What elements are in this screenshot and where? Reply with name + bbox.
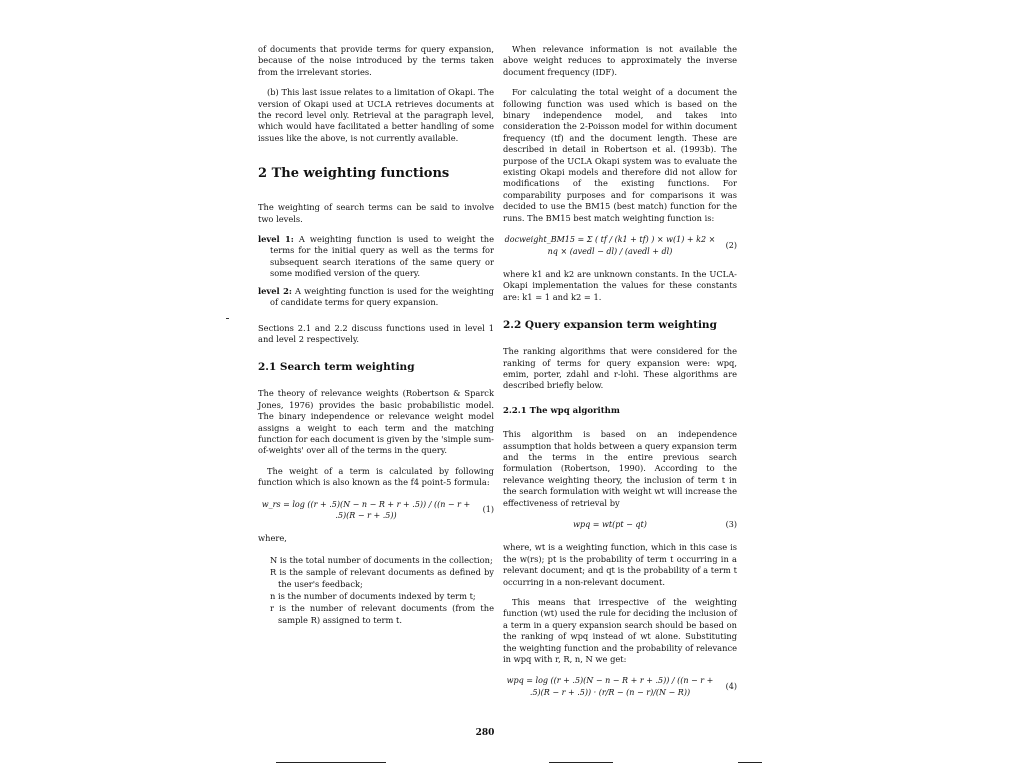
subsection-heading: 2.2 Query expansion term weighting	[503, 319, 717, 332]
footer-rule-left	[276, 762, 386, 763]
equation-1-body: w_rs = log ((r + .5)(N − n − R + r + .5)) / ((n − r + .5)(R − r + .5))	[261, 499, 471, 520]
equation-2	[503, 234, 737, 257]
definition-item: r is the number of relevant documents (from the sample R) assigned to term t.	[270, 603, 494, 625]
footer-rule-middle	[549, 762, 613, 763]
definition-item: N is the total number of documents in the collection;	[270, 554, 493, 565]
level-2-item	[258, 286, 494, 309]
paragraph: where,	[258, 533, 287, 544]
definition-item: n is the number of documents indexed by term t;	[270, 591, 476, 601]
subsubsection-heading: 2.2.1 The wpq algorithm	[503, 405, 620, 416]
equation-2-body: docweight_BM15 = Σ ( tf / (k1 + tf) ) × w(1) + k2 × nq × (avedl − dl) / (avedl + dl)	[504, 235, 716, 256]
equation-3	[503, 519, 737, 530]
subsection-heading: 2.1 Search term weighting	[258, 361, 415, 374]
definition-list	[270, 555, 494, 626]
left-column	[258, 44, 494, 634]
right-column	[503, 44, 737, 710]
paragraph: of documents that provide terms for query expansion, because of the noise introduced by the terms taken from the irrelevant stories.	[258, 44, 494, 77]
paragraph: where k1 and k2 are unknown constants. In the UCLA-Okapi implementation the values for these constants are: k1 = 1 and k2 = 1.	[503, 268, 737, 302]
paragraph: The ranking algorithms that were considered for the ranking of terms for query expansion were: wpq, emim, porter, zdahl and r-lohi. These algorithms are described briefly below.	[503, 346, 737, 391]
equation-3-number: (3)	[725, 520, 737, 529]
section-heading: 2 The weighting functions	[258, 166, 450, 182]
equation-3-body: wpq = wt(pt − qt)	[573, 520, 647, 529]
level-1-label: level 1:	[258, 234, 294, 245]
equation-4	[503, 675, 737, 698]
page-number: 280	[475, 728, 495, 738]
stray-mark	[226, 318, 229, 319]
footer-rule-right	[738, 762, 762, 763]
definition-item: R is the sample of relevant documents as defined by the user's feedback;	[270, 567, 494, 589]
equation-4-body: wpq = log ((r + .5)(N − n − R + r + .5)) / ((n − r + .5)(R − r + .5)) · (r/R − (n − r)/(N − R))	[506, 676, 714, 697]
paragraph: Sections 2.1 and 2.2 discuss functions used in level 1 and level 2 respectively.	[258, 322, 494, 344]
level-1-text: A weighting function is used to weight the terms for the initial query as well as the terms for subsequent search iterations of the same query or some modified version of the query.	[270, 234, 494, 279]
paragraph: where, wt is a weighting function, which in this case is the w(rs); pt is the probability of term t occurring in a relevant document; and qt is the probability of a term t occurring in a non-relevant document.	[503, 542, 737, 587]
paragraph: This means that irrespective of the weighting function (wt) used the rule for deciding the inclusion of a term in a query expansion search should be based on the ranking of wpq instead of wt alone. Substituting the weighting function and the probability of relevance in wpq with r, R, n, N we get:	[503, 597, 737, 665]
equation-4-number: (4)	[725, 682, 737, 692]
paragraph: This algorithm is based on an independence assumption that holds between a query expansion term and the terms in the entire previous search formulation (Robertson, 1990). According to the relevance weighting theory, the inclusion of term t in the search formulation with weight wt will increase the effectiveness of retrieval by	[503, 429, 737, 508]
equation-1-number: (1)	[482, 505, 494, 515]
paragraph: For calculating the total weight of a document the following function was used which is based on the binary independence model, and takes into consideration the 2-Poisson model for within document frequency (tf) and the document length. These are described in detail in Robertson et al. (1993b). The purpose of the UCLA Okapi system was to evaluate the existing Okapi models and therefore did not allow for modifications of the existing functions. For comparability purposes and for comparisons it was decided to use the BM15 (best match) function for the runs. The BM15 best match weighting function is:	[503, 87, 737, 223]
paragraph: When relevance information is not available the above weight reduces to approximately the inverse document frequency (IDF).	[503, 44, 737, 77]
equation-1	[258, 499, 494, 522]
paragraph: The weight of a term is calculated by following function which is also known as the f4 point-5 formula:	[258, 465, 494, 488]
equation-2-number: (2)	[725, 240, 737, 250]
level-1-item	[258, 234, 494, 280]
paragraph: The weighting of search terms can be said to involve two levels.	[258, 202, 494, 224]
level-2-text: A weighting function is used for the weighting of candidate terms for query expansion.	[270, 285, 494, 308]
level-2-label: level 2:	[258, 285, 292, 296]
paragraph: The theory of relevance weights (Robertson & Sparck Jones, 1976) provides the basic probabilistic model. The binary independence or relevance weight model assigns a weight to each term and the matching function for each document is given by the 'simple sum-of-weights' over all of the terms in the query.	[258, 388, 494, 456]
paragraph: (b) This last issue relates to a limitation of Okapi. The version of Okapi used at UCLA retrieves documents at the record level only. Retrieval at the paragraph level, which would have facilitated a better handling of some issues like the above, is not currently available.	[258, 87, 494, 143]
